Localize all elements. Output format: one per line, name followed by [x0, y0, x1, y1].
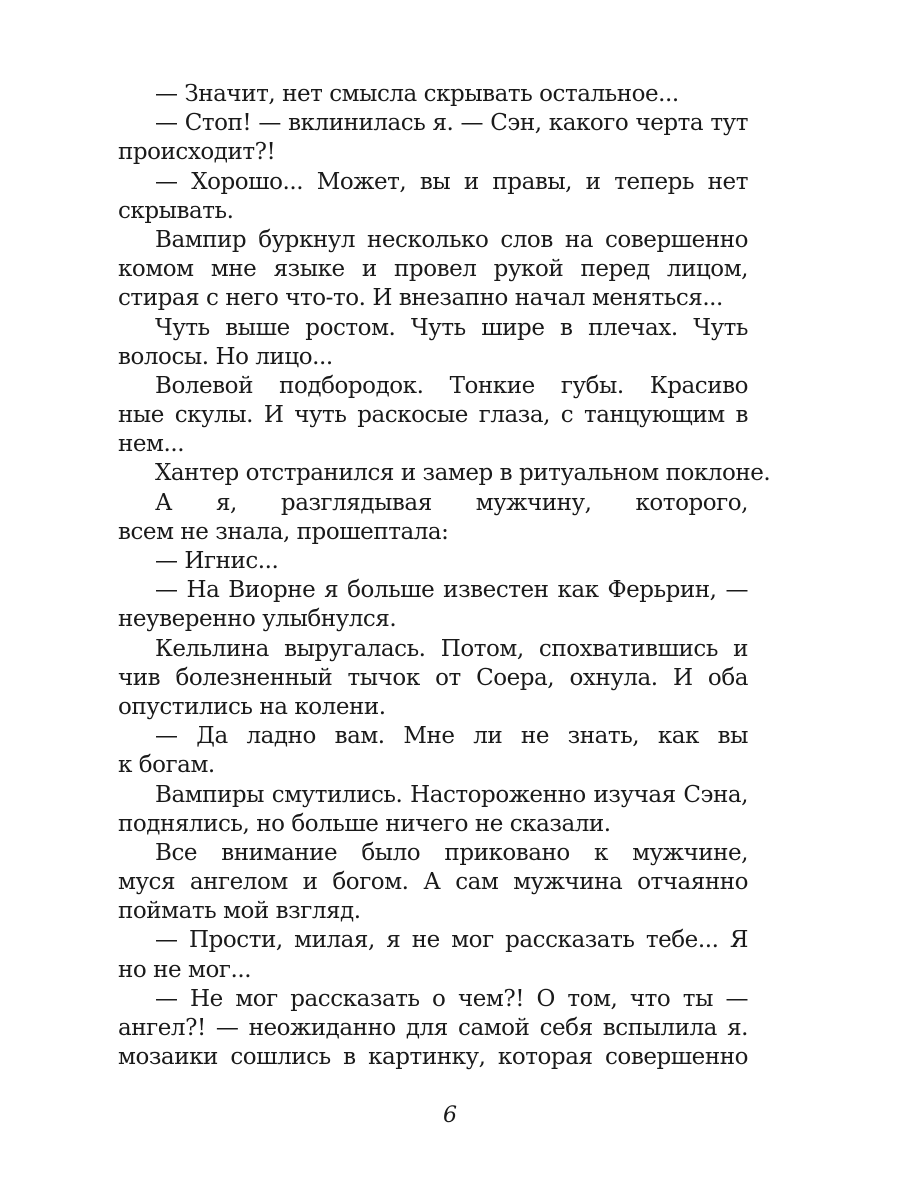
- text-line: ангел?! — неожиданно для самой себя вспылила я.: [118, 1015, 748, 1041]
- text-line: — Значит, нет смысла скрывать остальное...: [155, 81, 679, 107]
- text-line: но не мог...: [118, 956, 252, 983]
- text-line: — Стоп! — вклинилась я. — Сэн, какого черта тут: [155, 110, 748, 137]
- text-line: Волевой подбородок. Тонкие губы. Красиво: [155, 372, 748, 399]
- text-line: волосы. Но лицо...: [118, 343, 333, 370]
- text-line: Вампиры смутились. Настороженно изучая Сэна,: [155, 781, 748, 808]
- text-line: ные скулы. И чуть раскосые глаза, с танцующим в: [118, 402, 748, 429]
- text-line: Хантер отстранился и замер в ритуальном поклоне.: [155, 460, 771, 487]
- text-line: поднялись, но больше ничего не сказали.: [118, 810, 611, 837]
- text-line: Вампир буркнул несколько слов на совершенно: [155, 226, 748, 253]
- text-line: чив болезненный тычок от Соера, охнула. И оба: [118, 664, 748, 691]
- text-line: — На Виорне я больше известен как Ферьрин, —: [155, 577, 748, 604]
- text-line: — Не мог рассказать о чем?! О том, что ты —: [155, 985, 748, 1012]
- text-line: муся ангелом и богом. А сам мужчина отчаянно: [118, 869, 748, 896]
- text-line: опустились на колени.: [118, 693, 386, 720]
- text-line: нем...: [118, 431, 185, 458]
- page-number: 6: [443, 1103, 457, 1128]
- text-line: мозаики сошлись в картинку, которая совершенно: [118, 1044, 748, 1071]
- text-line: комом мне языке и провел рукой перед лицом,: [118, 256, 748, 283]
- body-text: [118, 80, 771, 1072]
- text-line: А я, разглядывая мужчину, которого,: [155, 489, 748, 516]
- text-line: Чуть выше ростом. Чуть шире в плечах. Чуть: [155, 314, 748, 341]
- text-line: неуверенно улыбнулся.: [118, 606, 397, 633]
- text-line: Все внимание было приковано к мужчине,: [155, 839, 748, 866]
- text-line: — Да ладно вам. Мне ли не знать, как вы: [155, 723, 748, 750]
- text-line: Кельлина выругалась. Потом, спохватившись и: [155, 635, 748, 662]
- text-line: поймать мой взгляд.: [118, 898, 361, 925]
- text-line: происходит?!: [118, 139, 276, 166]
- text-line: — Хорошо... Может, вы и правы, и теперь нет: [155, 168, 748, 195]
- text-line: — Прости, милая, я не мог рассказать тебе... Я: [155, 927, 748, 954]
- text-line: всем не знала, прошептала:: [118, 518, 449, 545]
- text-line: скрывать.: [118, 197, 234, 224]
- text-line: — Игнис...: [155, 548, 279, 574]
- text-line: стирая с него что-то. И внезапно начал меняться...: [118, 285, 723, 312]
- text-line: к богам.: [118, 752, 215, 779]
